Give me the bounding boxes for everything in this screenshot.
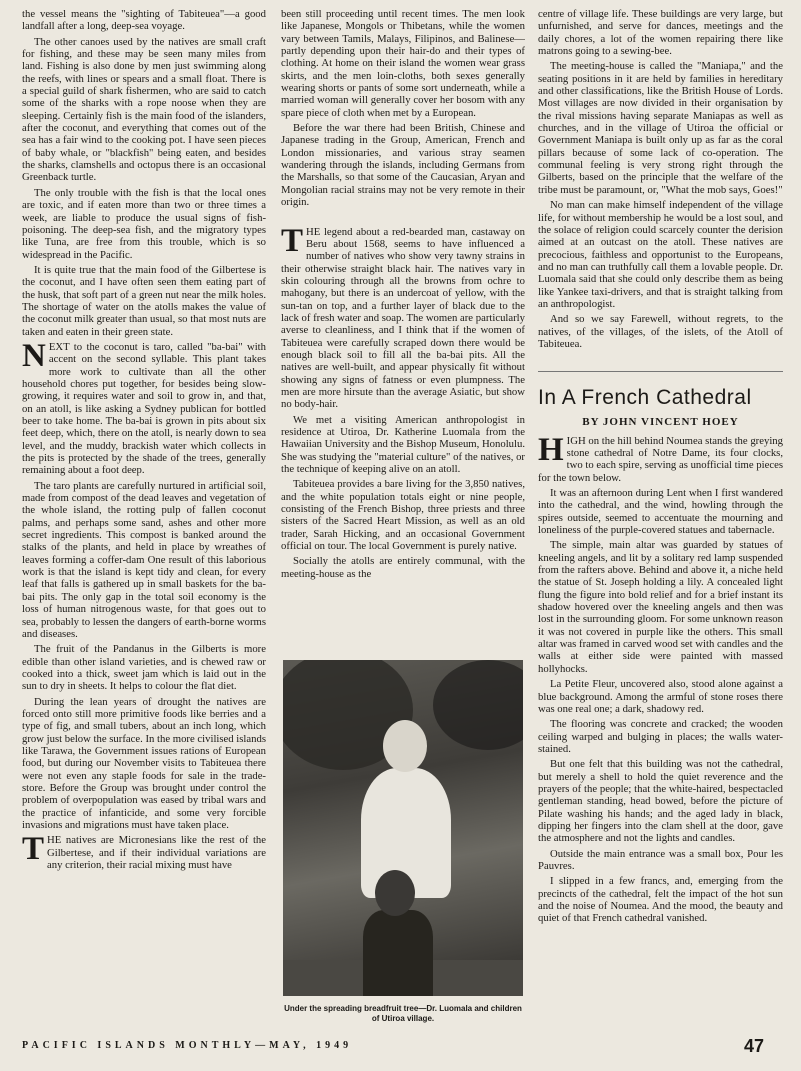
paragraph: Tabiteuea provides a bare living for the 3,850 natives, and the white population totals eight or nine people, consisting of the French Bishop, three priests and three sisters of the Sacred Heart Mission, as well as an old trader, Sarah Hicking, and an occasional Government official on tour. The local Government is purely native.	[281, 478, 525, 553]
paragraph: La Petite Fleur, uncovered also, stood alone against a blue background. Among the armful of stone roses there was one real one; a dark, shadowy red.	[538, 678, 783, 715]
paragraph: The fruit of the Pandanus in the Gilberts is more edible than other island varieties, and is chewed raw or cooked into a thick, sweet jam which is laid out in the sun to dry in sheets. It helps to colour the flat diet.	[22, 643, 266, 693]
paragraph: Before the war there had been British, Chinese and Japanese trading in the Group, American, French and London missionaries, and various stray seamen wandering through the islands, including Germans from the Marshalls, so that some of the Caucasian, Aryan and Mongolian racial strains may not be very remote in their origin.	[281, 122, 525, 209]
child-head	[375, 870, 415, 916]
paragraph: Socially the atolls are entirely communal, with the meeting-house as the	[281, 555, 525, 580]
paragraph: The other canoes used by the natives are small craft for fishing, and these may be seen many miles from land. Fishing is also done by men just swimming along the reefs, with lines or spears and a small float. There is a special guild of shark fishermen, who are said to catch some of the sharks with a rope noose when they are sleeping. Certainly fish is the main food of the islanders, after the coconut, and everything that comes out of the sea has a fair wind to the cooking pot. I have seen pieces of baby whale, or "blackfish" being eaten, and besides the sharks, clamshells and octopus there is an occasional Greenback turtle.	[22, 35, 266, 184]
column-2	[281, 8, 525, 583]
column-1	[22, 8, 266, 874]
woman-head	[383, 720, 427, 772]
paragraph-drop-cap: HIGH on the hill behind Noumea stands the greying stone cathedral of Notre Dame, its four clocks, two to each spire, serving as unofficial time pieces for the town below.	[538, 431, 783, 484]
paragraph: The only trouble with the fish is that the local ones are toxic, and if eaten more than two or three times a week, are liable to produce the usual signs of fish-poisoning. The deep-sea fish, and the migratory types like Tuna, are free from this trouble, which is so widespread in the Pacific.	[22, 186, 266, 261]
page-number: 47	[744, 1036, 765, 1056]
paragraph: been still proceeding until recent times. The men look like Japanese, Mongols or Thibetans, while the women vary between Tamils, Malays, Filipinos, and Balinese—partly depending upon their hair-do and their types of clothing. At home on their island the women wear grass skirts, and the men loin-cloths, both sexes generally wearing shorts or pants of some sort underneath, while a married woman will generally cover her bosom with any spare piece of cloth when met by a European.	[281, 8, 525, 119]
paragraph: And so we say Farewell, without regrets, to the natives, of the villages, of the islets, of the Atoll of Tabiteuea.	[538, 313, 783, 350]
breadfruit-tree-photo	[283, 660, 523, 996]
paragraph: The flooring was concrete and cracked; the wooden ceiling warped and bulging in places; the walls water-stained.	[538, 718, 783, 755]
section-gap	[281, 212, 525, 226]
foliage-shape	[433, 660, 523, 750]
article-byline: BY JOHN VINCENT HOEY	[582, 416, 739, 429]
child-figure	[363, 910, 433, 996]
paragraph: I slipped in a few francs, and, emerging from the precincts of the cathedral, felt the impact of the hot sun and the noise of Noumea. And the mood, the beauty and quiet of that French cathedral vanished.	[538, 875, 783, 925]
paragraph: During the lean years of drought the natives are forced onto still more primitive foods like berries and a type of fig, and small tubers, about an inch long, which grow just below the surface. In the more civilised islands like Tarawa, the Government issues rations of European food, but during our November visits to Tabiteuea there were not even any staple foods for sale in the trade-store. Before the Group was brought under control the problem of overpopulation was eased by tribal wars and the practice of infanticide, and some very forcible invasions and migrations must have taken place.	[22, 695, 266, 831]
paragraph-drop-cap: NEXT to the coconut is taro, called "ba-bai" with accent on the second syllable. This plant takes more work to cultivate than all the other household chores put together, for besides being slow-growing, it requires water and soil to grow in, and that, on an atoll, is like asking a Sydney publican for bottled beer to take home. The ba-bai is grown in pits about six feet deep, which, there on the atoll, is nearly down to sea level, and the muddy, brackish water which collects in the pits is protected by the shade of the trees, generally remaining about a foot deep.	[22, 337, 266, 477]
publication-footer: PACIFIC ISLANDS MONTHLY—MAY, 1949	[22, 1040, 353, 1051]
paragraph: The simple, main altar was guarded by statues of kneeling angels, and lit by a solitary red lamp suspended from the rafters above. Behind and above it, a niche held the statue of St. Joseph holding a lily. A concealed light flung the figure into bold relief and for a brief instant its shadow hovered over the kneeling angels and then was lost in the surrounding gloom. For some unknown reason it was not covered in purple like the others. This small altar was framed in carved wood set with candles and the walls at either side were painted with massed hollyhocks.	[538, 539, 783, 675]
article-title: In A French Cathedral	[538, 371, 783, 410]
paragraph-drop-cap: THE natives are Micronesians like the rest of the Gilbertese, and if their individual variations are any criterion, their racial mixing must have	[22, 831, 266, 872]
paragraph: The meeting-house is called the "Maniapa," and the seating positions in it are held by families in hereditary and other classifications, like the British House of Lords. Most villages are now divided in their organisation by the rival missions having separate Maniapas as well as churches, and in the village of Utiroa the official or Government Maniapa is built only up as far as the coral pillars because of some lack of co-operation. The communal feeling is very strong right through the Gilberts, based on the principle that the welfare of the tribe must be paramount, or, "What the mob says, Goes!"	[538, 60, 783, 196]
paragraph: No man can make himself independent of the village life, for without membership he would be a lost soul, and the solace of religion could scarcely counter the derision aimed at an outcast on the atoll. These natives are precocious, faithless and opportunist to the Europeans, and no man can truthfully call them a lovable people. Dr. Luomala said that she could only describe them as being like Yankee taxi-drivers, and that is straight talking from an anthropologist.	[538, 199, 783, 310]
paragraph: We met a visiting American anthropologist in residence at Utiroa, Dr. Katherine Luomala from the Hawaiian University and the Bishop Museum, Honolulu. She was studying the "material culture" of the natives, or the technique of keeping alive on an atoll.	[281, 413, 526, 476]
paragraph-drop-cap: THE legend about a red-bearded man, castaway on Beru about 1568, seems to have influenced a number of natives who show very tawny strains in their otherwise straight black hair. The natives vary in skin colouring through all the browns from ochre to mahogany, but there is an undercoat of yellow, with the sun-tan on top, and a further layer of black due to the lack of fresh water and soap. The women are particularly averse to cleanliness, and I think that if the women of Tabiteuea were carefully scraped down there would be enough black soil to fill all the ba-bai pits. All the natives are well-built, and appear physically fit without showing any signs of fatness or even plumpness. The men are more hirsute than the average Asiatic, but show no body-hair.	[281, 222, 525, 411]
paragraph: the vessel means the "sighting of Tabiteuea"—a good landfall after a long, deep-sea voyage.	[22, 8, 266, 33]
paragraph: But one felt that this building was not the cathedral, but merely a shell to hold the quiet reverence and the prayers of the people; that the white-haired, bespectacled gentleman standing, head bowed, before the picture of Pilate washing his hands; and the aged lady in black, dipping her fingers into the clam shell at the door, gave the atmosphere and not the lights and candles.	[538, 758, 783, 845]
photo-caption: Under the spreading breadfruit tree—Dr. Luomala and children of Utiroa village.	[284, 1004, 522, 1023]
column-3	[538, 8, 783, 928]
paragraph: It is quite true that the main food of the Gilbertese is the coconut, and I have often seen them eating part of the husk, that soft part of a green nut near the milk holes. The shortage of water on the atolls makes the value of the coconut milk greater than usual, so that most nuts are taken and eaten in their green state.	[22, 263, 266, 338]
paragraph: centre of village life. These buildings are very large, but unfurnished, and serve for dances, meetings and the daily chores, a lot of the women repairing there like matrons going to a sewing-bee.	[538, 8, 783, 58]
paragraph: Outside the main entrance was a small box, Pour les Pauvres.	[538, 847, 783, 872]
paragraph: It was an afternoon during Lent when I first wandered into the cathedral, and the wind, howling through the spires outside, seemed to accentuate the mourning and loneliness of the purple-covered statues and tabernacle.	[538, 487, 783, 537]
section-gap	[538, 353, 783, 371]
paragraph: The taro plants are carefully nurtured in artificial soil, made from compost of the dead leaves and vegetation of the whole island, the rotting pulp of fallen coconut palms, and perhaps some sand, ashes and other more secret ingredients. This compost is banked around the stalks of the plants, and held in place by wreathes of leaves forming a coffer-dam One result of this laborious work is that the island is kept tidy and clean, for every leaf that falls is gathered up in small baskets for the ba-bai pits. The only gap in the total soil economy is the loss of human nitrogenous waste, for that goes out to sea, probably to lessen the dangers of earth-borne worms and diseases.	[22, 479, 266, 640]
